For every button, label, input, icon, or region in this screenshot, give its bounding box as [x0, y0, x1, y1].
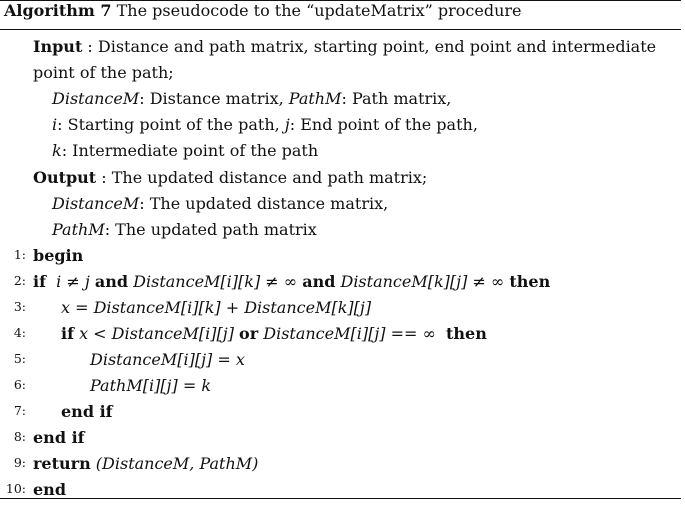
param-desc: : Distance matrix, [139, 89, 289, 108]
output-text: : The updated distance and path matrix; [101, 168, 428, 187]
param-name: PathM [52, 220, 105, 239]
keyword: if [33, 272, 46, 291]
condition: x < DistanceM[i][j] [79, 324, 234, 343]
line-number: 3: [13, 299, 26, 314]
input-text: : Distance and path matrix, starting point, end point and intermediate [87, 37, 657, 56]
code-line-5 [90, 350, 245, 369]
keyword: end [33, 480, 66, 499]
output-param-2 [52, 220, 317, 239]
caption-label: Algorithm 7 [4, 1, 112, 20]
line-number: 2: [13, 273, 26, 288]
input-keyword: Input [33, 37, 83, 56]
line-number: 1: [13, 247, 26, 262]
param-name: DistanceM [52, 194, 140, 213]
condition: DistanceM[i][k] ≠ ∞ [133, 272, 298, 291]
param-name: i [52, 115, 58, 134]
input-line-cont [33, 63, 174, 82]
input-text-cont: point of the path; [33, 63, 174, 82]
code-line-3 [61, 298, 371, 317]
condition: DistanceM[k][j] ≠ ∞ [340, 272, 505, 291]
expression: (DistanceM, PathM) [95, 454, 259, 473]
keyword: end if [33, 428, 85, 447]
bottom-rule [0, 498, 681, 499]
input-param-2 [52, 115, 478, 134]
line-number: 9: [13, 455, 26, 470]
expression: PathM[i][j] = k [90, 376, 212, 395]
code-line-10 [33, 480, 66, 499]
line-number: 5: [13, 351, 26, 366]
code-line-6 [90, 376, 211, 395]
expression: DistanceM[i][j] = x [90, 350, 245, 369]
caption-title: The pseudocode to the “updateMatrix” procedure [116, 1, 522, 20]
keyword: return [33, 454, 91, 473]
caption-rule [0, 29, 681, 30]
line-number: 6: [13, 377, 26, 392]
condition: DistanceM[i][j] == ∞ [263, 324, 436, 343]
param-desc: : Starting point of the path, [57, 115, 285, 134]
code-line-1 [33, 246, 83, 265]
param-name: DistanceM [52, 89, 140, 108]
param-desc: : End point of the path, [289, 115, 478, 134]
algorithm-caption [4, 1, 522, 20]
keyword: begin [33, 246, 84, 265]
param-desc: : Path matrix, [341, 89, 452, 108]
param-name: k [52, 141, 62, 160]
code-line-7 [61, 402, 113, 421]
output-keyword: Output [33, 168, 97, 187]
output-line [33, 168, 427, 187]
keyword: end if [61, 402, 113, 421]
code-line-8 [33, 428, 85, 447]
line-number: 10: [5, 481, 26, 496]
param-desc: : The updated path matrix [104, 220, 317, 239]
output-param-1 [52, 194, 388, 213]
keyword: and [302, 272, 336, 291]
input-param-1 [52, 89, 451, 108]
input-line [33, 37, 656, 56]
condition: i ≠ j [56, 272, 90, 291]
code-line-9 [33, 454, 258, 473]
keyword: and [94, 272, 129, 291]
param-desc: : The updated distance matrix, [139, 194, 389, 213]
param-name: j [284, 115, 290, 134]
line-number: 8: [13, 429, 26, 444]
code-line-4 [61, 324, 487, 343]
keyword: then [509, 272, 551, 291]
line-number: 7: [13, 403, 26, 418]
param-desc: : Intermediate point of the path [61, 141, 319, 160]
input-param-3 [52, 141, 318, 160]
keyword: if [61, 324, 74, 343]
line-number: 4: [13, 325, 26, 340]
expression: x = DistanceM[i][k] + DistanceM[k][j] [61, 298, 372, 317]
code-line-2 [33, 272, 550, 291]
keyword: then [446, 324, 487, 343]
param-name: PathM [288, 89, 342, 108]
keyword: or [239, 324, 259, 343]
